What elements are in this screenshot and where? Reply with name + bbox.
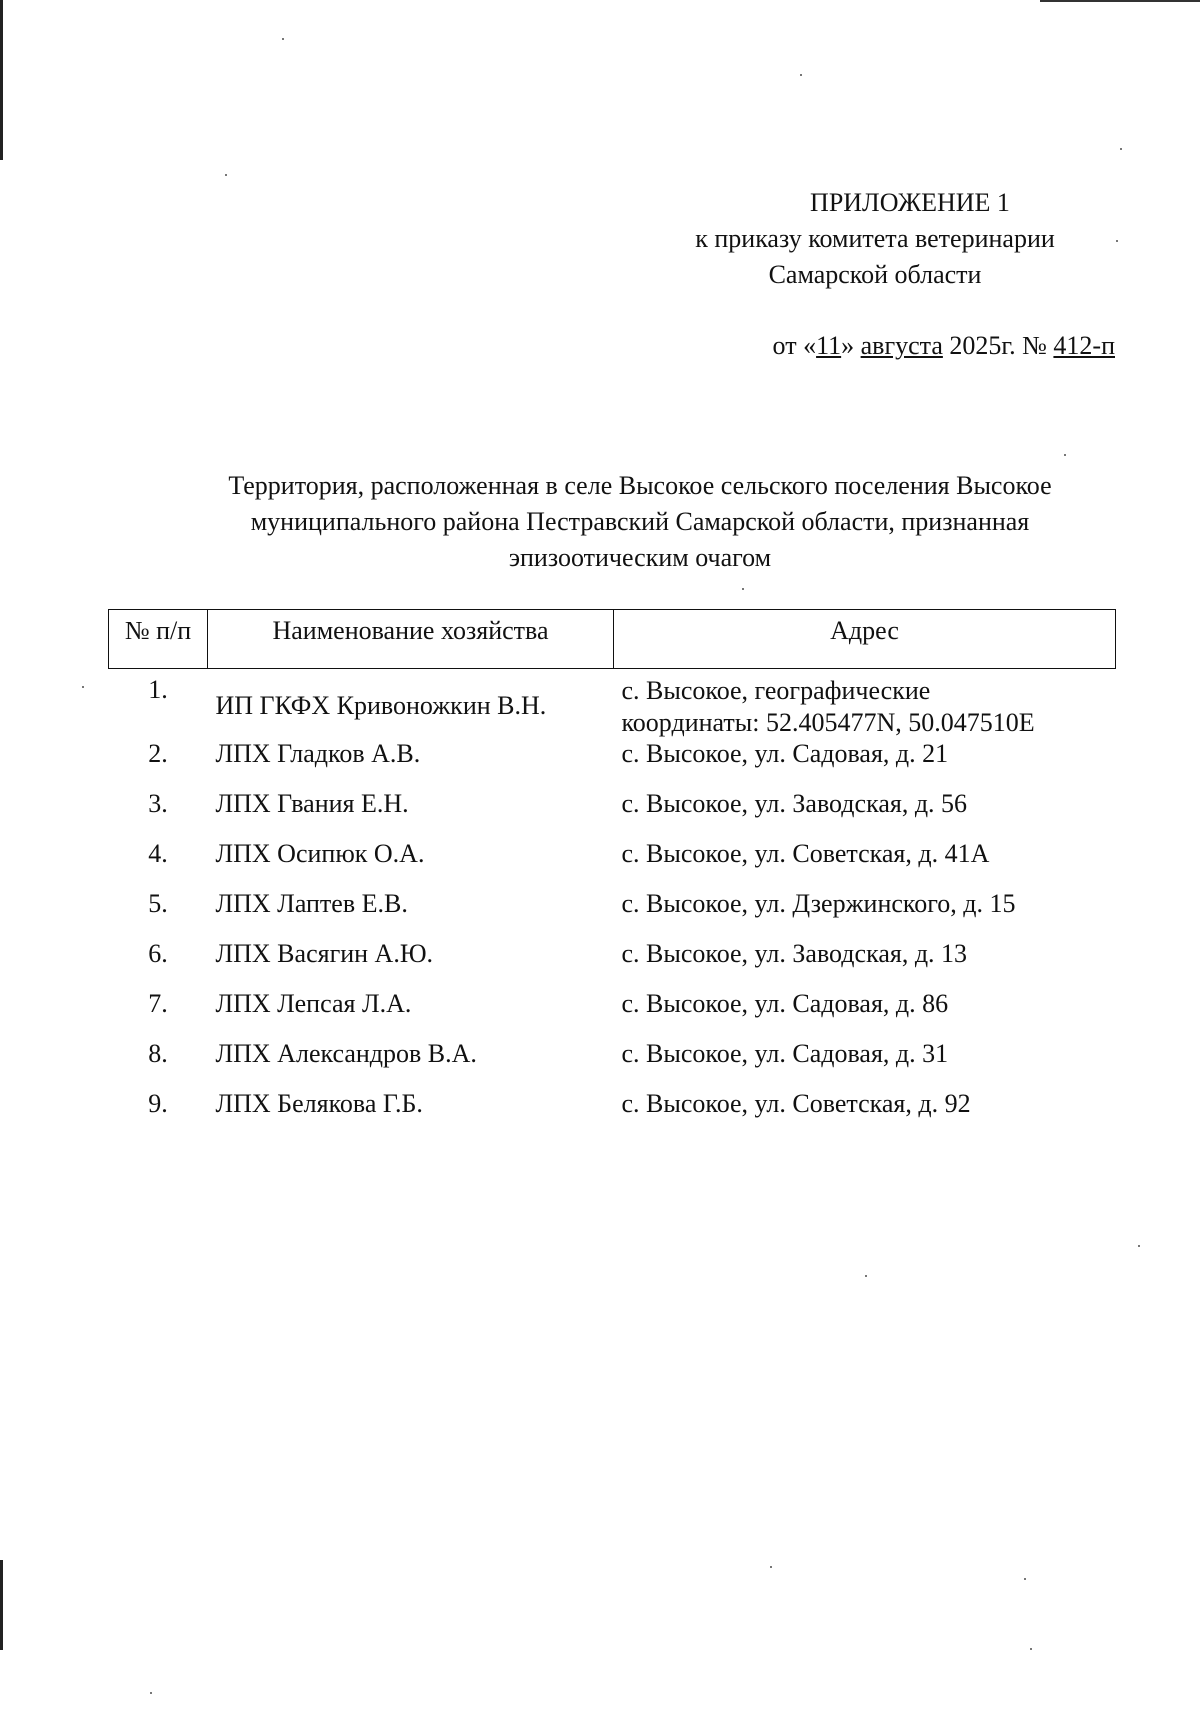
row-address: с. Высокое, ул. Советская, д. 41А [621, 839, 990, 868]
row-address: с. Высокое, ул. Дзержинского, д. 15 [621, 889, 1016, 918]
table-header-row [109, 610, 1116, 669]
scan-speck [150, 1692, 152, 1694]
scan-speck [1064, 454, 1066, 456]
scan-speck [225, 174, 227, 176]
row-address [614, 669, 1116, 740]
header-name: Наименование хозяйства [208, 610, 614, 669]
row-address: с. Высокое, ул. Заводская, д. 13 [621, 939, 968, 968]
table-row [109, 889, 1116, 939]
table-row [109, 939, 1116, 989]
scan-speck [1120, 148, 1122, 150]
order-number: 412-п [1053, 331, 1115, 360]
heading-line-1: Территория, расположенная в селе Высокое сельского поселения Высокое [228, 471, 1052, 500]
row-number: 2. [148, 739, 168, 768]
scan-speck [1116, 240, 1118, 242]
row-name: ЛПХ Лаптев Е.В. [215, 889, 408, 918]
row-number: 4. [148, 839, 168, 868]
order-reference [773, 328, 1115, 364]
row-name: ЛПХ Осипюк О.А. [215, 839, 425, 868]
appendix-line-2: Самарской области [768, 260, 982, 289]
row-number: 8. [148, 1039, 168, 1068]
table-row [109, 989, 1116, 1039]
row-address: с. Высокое, ул. Садовая, д. 86 [621, 989, 949, 1018]
order-prefix: от « [772, 331, 817, 360]
row-address: с. Высокое, ул. Садовая, д. 31 [621, 1039, 949, 1068]
table-row [109, 1089, 1116, 1139]
scan-speck [770, 1566, 772, 1568]
scan-edge-mark [0, 0, 3, 160]
document-heading [170, 468, 1110, 576]
appendix-line-1: к приказу комитета ветеринарии [695, 224, 1055, 253]
scan-speck [742, 588, 744, 590]
scan-edge-mark [0, 1560, 3, 1650]
row-name: ИП ГКФХ Кривоножкин В.Н. [215, 691, 547, 720]
heading-line-3: эпизоотическим очагом [508, 543, 772, 572]
row-name: ЛПХ Гвания Е.Н. [215, 789, 409, 818]
row-address-line-2: координаты: 52.405477N, 50.047510E [621, 708, 1035, 737]
order-day: 11 [816, 331, 842, 360]
scan-speck [865, 1275, 867, 1277]
heading-line-2: муниципального района Пестравский Самарской области, признанная [250, 507, 1030, 536]
row-name: ЛПХ Александров В.А. [215, 1039, 477, 1068]
row-name: ЛПХ Лепсая Л.А. [215, 989, 412, 1018]
scan-edge-mark [1040, 0, 1200, 2]
row-number: 6. [148, 939, 168, 968]
row-name: ЛПХ Васягин А.Ю. [215, 939, 434, 968]
table-row [109, 669, 1116, 740]
scan-speck [282, 38, 284, 40]
table-row [109, 789, 1116, 839]
appendix-block [620, 185, 1130, 293]
row-number: 3. [148, 789, 168, 818]
scan-speck [1030, 1648, 1032, 1650]
appendix-title: ПРИЛОЖЕНИЕ 1 [810, 188, 1010, 217]
order-year: 2025г. № [942, 331, 1054, 360]
row-number: 9. [148, 1089, 168, 1118]
table-row [109, 1039, 1116, 1089]
row-address-line-1: с. Высокое, географические [621, 676, 931, 705]
row-number: 1. [148, 675, 168, 704]
row-number: 5. [148, 889, 168, 918]
farms-table [108, 609, 1116, 1139]
table-row [109, 739, 1116, 789]
scan-speck [82, 686, 84, 688]
row-address: с. Высокое, ул. Заводская, д. 56 [621, 789, 968, 818]
order-mid: » [841, 331, 861, 360]
row-address: с. Высокое, ул. Советская, д. 92 [621, 1089, 971, 1118]
header-address: Адрес [614, 610, 1116, 669]
row-address: с. Высокое, ул. Садовая, д. 21 [621, 739, 949, 768]
scan-speck [800, 74, 802, 76]
order-month: августа [860, 331, 943, 360]
row-number: 7. [148, 989, 168, 1018]
row-name: ЛПХ Гладков А.В. [215, 739, 421, 768]
table-row [109, 839, 1116, 889]
row-name: ЛПХ Белякова Г.Б. [215, 1089, 423, 1118]
scan-speck [1138, 1245, 1140, 1247]
scan-speck [1024, 1578, 1026, 1580]
header-number: № п/п [109, 610, 208, 669]
